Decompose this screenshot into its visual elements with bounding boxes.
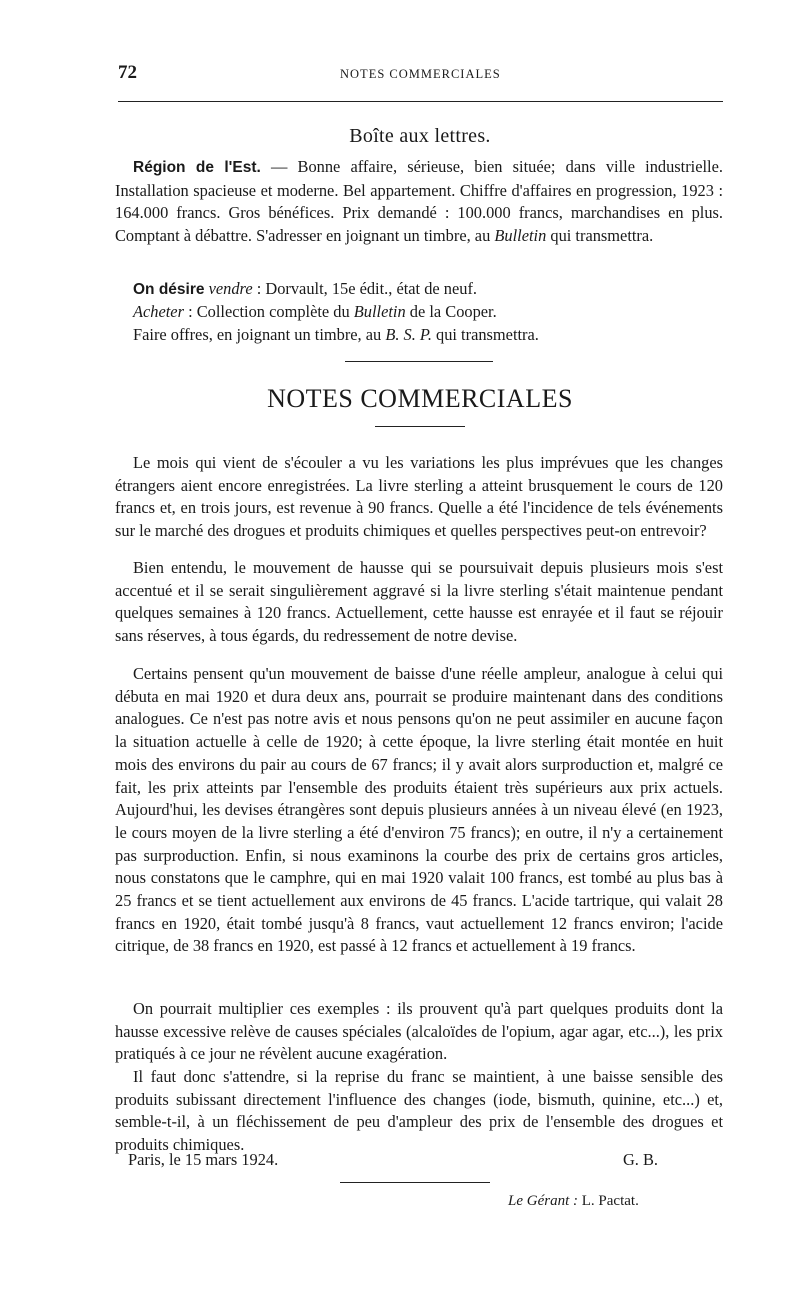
ad-region-est — [115, 156, 723, 248]
ad-region-bulletin: Bulletin — [494, 226, 547, 246]
ad-sell-label: On désire — [133, 281, 205, 298]
ad-region-text: — Bonne affaire, sérieuse, bien située; dans ville industrielle. Installation spacieuse et moderne. Bel appartement. Chiffre d'affaires en progression, 1923 : 164.000 francs. Gros bénéfices. Prix demandé : 100.000 francs, marchandises en plus. Comptant à débattre. S'adresser en joignant un timbre, au — [115, 157, 723, 246]
gerant-label: Le Gérant : — [508, 1193, 578, 1209]
ad-buy-bulletin: Bulletin — [353, 302, 406, 321]
page-header — [118, 60, 723, 88]
ad-offers-bsp: B. S. P. — [385, 325, 432, 344]
ad-region-end: qui transmettra. — [546, 226, 654, 246]
footer-rule — [340, 1182, 490, 1183]
title-underline — [375, 426, 465, 427]
separator-rule — [345, 361, 493, 362]
notes-paragraph-4: On pourrait multiplier ces exemples : ils prouvent qu'à part quelques produits dont la hausse excessive relève de causes spéciales (alcaloïdes de l'opium, agar agar, etc...), les prix pratiqués à ce jour ne révèlent aucune exagération. — [115, 999, 723, 1064]
ad-buy-text: : Collection complète du — [183, 302, 354, 321]
gerant-line — [508, 1193, 639, 1210]
letters-title: Boîte aux lettres. — [349, 125, 491, 147]
ad-sell — [133, 278, 477, 302]
ad-buy-label: Acheter — [133, 302, 184, 321]
running-title: NOTES COMMERCIALES — [340, 67, 501, 81]
notes-paragraph-3: Certains pensent qu'un mouvement de baisse d'une réelle ampleur, analogue à celui qui débuta en mai 1920 et dura deux ans, pourrait se produire maintenant dans des conditions analogues. Ce n'est pas notre avis et nous pensons qu'on ne peut assimiler en aucune façon la situation actuelle à celle de 1920; à cette époque, la livre sterling était montée en huit mois des environs du pair au cours de 67 francs; il y avait alors surproduction et, malgré ce fait, les prix atteints par l'ensemble des produits étaient très supérieurs aux prix actuels. Aujourd'hui, les devises étrangères sont depuis plusieurs années à un niveau élevé (en 1923, le cours moyen de la livre sterling a été d'environ 75 francs); en outre, il n'y a certainement pas surproduction. Enfin, si nous examinons la courbe des prix de certains gros articles, nous constatons que le camphre, qui en mai 1920 valait 100 francs, est tombé au plus bas à 25 francs et se tient actuellement aux environs de 45 francs. L'acide tartrique, qui valait 28 francs en 1920, était tombé jusqu'à 8 francs, vaut actuellement 12 francs environ; l'acide citrique, de 38 francs en 1920, est passé à 12 francs et actuellement à 19 francs. — [115, 664, 723, 956]
ad-region-label: Région de l'Est. — [133, 159, 261, 176]
notes-paragraph-5: Il faut donc s'attendre, si la reprise du franc se maintient, à une baisse sensible des produits subissant directement l'influence des changes (iode, bismuth, quinine, etc...) et, semble-t-il, à un fléchissement de peu d'ampleur des prix de l'ensemble des drogues et produits chimiques. — [115, 1067, 723, 1155]
ad-sell-text: : Dorvault, 15e édit., état de neuf. — [252, 279, 477, 298]
gerant-name: L. Pactat. — [581, 1193, 639, 1209]
page-number: 72 — [118, 62, 137, 83]
ad-offers-text: Faire offres, en joignant un timbre, au — [133, 325, 386, 344]
place-date: Paris, le 15 mars 1924. — [128, 1150, 279, 1169]
ad-buy-end: de la Cooper. — [405, 302, 497, 321]
header-rule — [118, 101, 723, 102]
notes-paragraph-2: Bien entendu, le mouvement de hausse qui se poursuivait depuis plusieurs mois s'est accentué et il se serait singulièrement aggravé si la livre sterling s'était maintenue pendant quelques semaines à 120 francs. Actuellement, cette hausse est enrayée et il faut se réjouir sans réserves, à tous égards, du redressement de notre devise. — [115, 558, 723, 646]
ad-offers-end: qui transmettra. — [431, 325, 539, 344]
notes-paragraph-1: Le mois qui vient de s'écouler a vu les variations les plus imprévues que les changes étrangers aient encore enregistrées. La livre sterling a atteint brusquement le cours de 120 francs et, en trois jours, est revenue à 90 francs. Quelle a été l'incidence de tels événements sur le marché des drogues et produits chimiques et quelles perspectives peut-on entrevoir? — [115, 453, 723, 541]
author-initials: G. B. — [622, 1150, 658, 1169]
ad-sell-verb: vendre — [208, 279, 253, 298]
notes-title: NOTES COMMERCIALES — [267, 384, 573, 413]
ad-buy — [133, 301, 497, 324]
ad-offers — [133, 324, 539, 347]
